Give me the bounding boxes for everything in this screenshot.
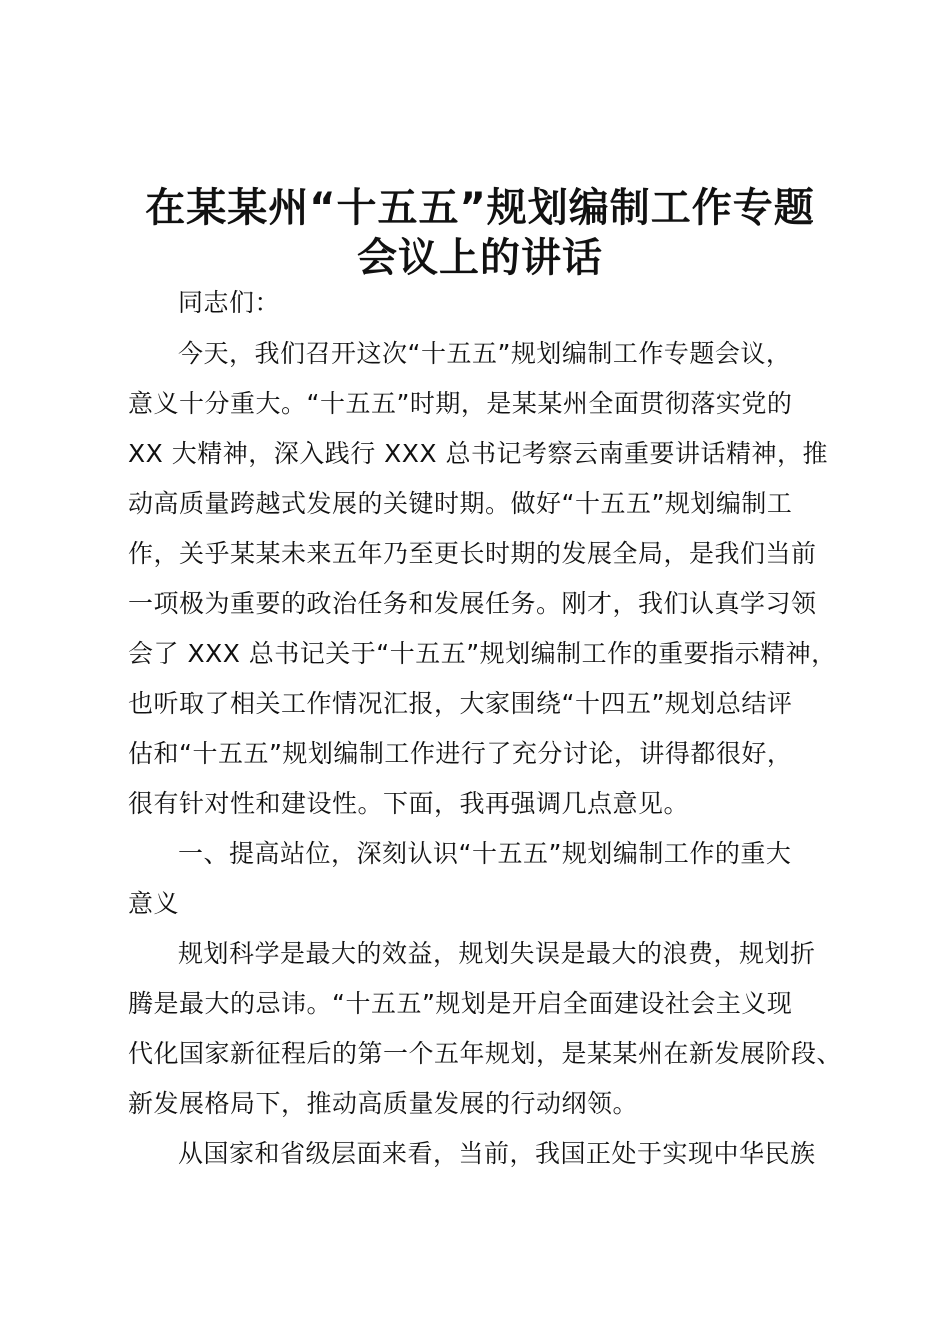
text-line: 会了 XXX 总书记关于“十五五”规划编制工作的重要指示精神，	[128, 639, 837, 668]
heading-line: 一、提高站位，深刻认识“十五五”规划编制工作的重大	[178, 839, 792, 868]
text-line: 也听取了相关工作情况汇报，大家围绕“十四五”规划总结评	[128, 689, 793, 718]
salutation: 同志们：	[178, 288, 281, 317]
heading-line: 意义	[128, 889, 180, 918]
text-line: XX 大精神，深入践行 XXX 总书记考察云南重要讲话精神，推	[128, 439, 828, 468]
document-title-line-1: 在某某州“十五五”规划编制工作专题	[145, 185, 815, 231]
text-line: 规划科学是最大的效益，规划失误是最大的浪费，规划折	[178, 939, 816, 968]
text-line: 腾是最大的忌讳。“十五五”规划是开启全面建设社会主义现	[128, 989, 793, 1018]
text-line: 从国家和省级层面来看，当前，我国正处于实现中华民族	[178, 1139, 816, 1168]
text-line: 动高质量跨越式发展的关键时期。做好“十五五”规划编制工	[128, 489, 793, 518]
text-line: 估和“十五五”规划编制工作进行了充分讨论，讲得都很好，	[128, 739, 793, 768]
text-line: 新发展格局下，推动高质量发展的行动纲领。	[128, 1089, 639, 1118]
text-line: 意义十分重大。“十五五”时期，是某某州全面贯彻落实党的	[128, 389, 793, 418]
text-line: 很有针对性和建设性。下面，我再强调几点意见。	[128, 789, 690, 818]
text-line: 作，关乎某某未来五年乃至更长时期的发展全局，是我们当前	[128, 539, 817, 568]
text-line: 一项极为重要的政治任务和发展任务。刚才，我们认真学习领	[128, 589, 817, 618]
text-line: 代化国家新征程后的第一个五年规划，是某某州在新发展阶段、	[128, 1039, 843, 1068]
document-title-line-2: 会议上的讲话	[357, 235, 603, 281]
text-line: 今天，我们召开这次“十五五”规划编制工作专题会议，	[178, 339, 792, 368]
